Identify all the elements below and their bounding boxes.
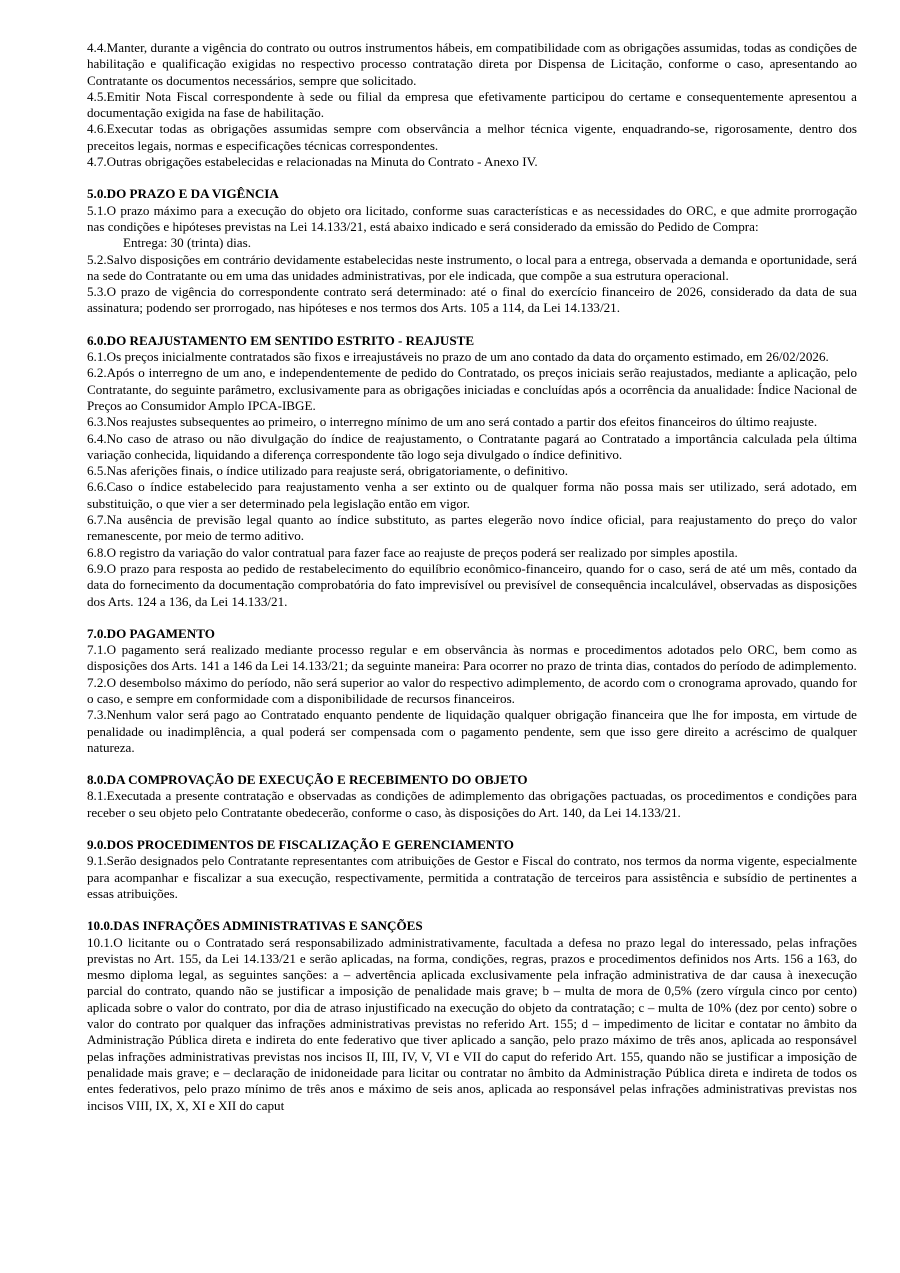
clause-4-5: 4.5.Emitir Nota Fiscal correspondente à sede ou filial da empresa que efetivamente participou do certame e consequentemente apresentou a documentação exigida na fase de habilitação. (87, 88, 857, 121)
clause-5-3: 5.3.O prazo de vigência do correspondente contrato será determinado: até o final do exercício financeiro de 2026, considerado da data de sua assinatura; podendo ser prorrogado, nas hipóteses e nos termos dos Arts. 105 a 114, da Lei 14.133/21. (87, 284, 857, 316)
clause-7-3: 7.3.Nenhum valor será pago ao Contratado enquanto pendente de liquidação qualquer obrigação financeira que lhe for imposta, em virtude de penalidade ou inadimplência, a qual poderá ser compensada com o pagamento pendente, sem que isso gere direito a acréscimo de qualquer natureza. (87, 707, 857, 755)
clause-9-1: 9.1.Serão designados pelo Contratante representantes com atribuições de Gestor e Fiscal do contrato, nos termos da norma vigente, especialmente para acompanhar e fiscalizar a sua execução, respectivamente, permitida a contratação de terceiros para assistência e subsídio de pertinentes a essas atribuições. (87, 853, 857, 901)
delivery-term: Entrega: 30 (trinta) dias. (123, 235, 251, 251)
section-10-heading: 10.0.DAS INFRAÇÕES ADMINISTRATIVAS E SANÇÕES (87, 918, 423, 934)
clause-6-2: 6.2.Após o interregno de um ano, e independentemente de pedido do Contratado, os preços iniciais serão reajustados, mediante a aplicação, pelo Contratante, do seguinte parâmetro, exclusivamente para as obrigações iniciadas e concluídas após a ocorrência da anualidade: Índice Nacional de Preços ao Consumidor Amplo IPCA-IBGE. (87, 365, 857, 413)
section-7-heading: 7.0.DO PAGAMENTO (87, 625, 215, 641)
clause-10-1: 10.1.O licitante ou o Contratado será responsabilizado administrativamente, facultada a defesa no prazo legal do interessado, pelas infrações previstas no Art. 155, da Lei 14.133/21 e serão aplicadas, na forma, condições, regras, prazos e procedimentos definidos nos Arts. 156 a 163, do mesmo diploma legal, as seguintes sanções: a – advertência aplicada exclusivamente pela infração administrativa de dar causa à inexecução parcial do contrato, quando não se justificar a imposição de penalidade mais grave; b – multa de mora de 0,5% (zero vírgula cinco por cento) aplicada sobre o valor do contrato, por dia de atraso injustificado na execução do objeto da contratação; c – multa de 10% (dez por cento) sobre o valor do contrato por qualquer das infrações administrativas previstas no referido Art. 155; d – impedimento de licitar e contatar no âmbito da Administração Pública direta e indireta do ente federativo que tiver aplicado a sanção, pelo prazo máximo de três anos, aplicada ao responsável pelas infrações administrativas previstas nos incisos II, III, IV, V, VI e VII do caput do referido Art. 155, quando não se justificar a imposição de penalidade mais grave; e – declaração de inidoneidade para licitar ou contratar no âmbito da Administração Pública direta e indireta de todos os entes federativos, pelo prazo mínimo de três anos e máximo de seis anos, aplicada ao responsável pelas infrações administrativas previstas nos incisos VIII, IX, X, XI e XII do caput (87, 934, 857, 1113)
clause-6-7: 6.7.Na ausência de previsão legal quanto ao índice substituto, as partes elegerão novo índice oficial, para reajustamento do preço do valor remanescente, por meio de termo aditivo. (87, 512, 857, 544)
clause-6-9: 6.9.O prazo para resposta ao pedido de restabelecimento do equilíbrio econômico-financeiro, quando for o caso, será de até um mês, contado da data do fornecimento da documentação comprobatória do fato imprevisível ou previsível de consequência incalculável, observadas as disposições dos Arts. 124 a 136, da Lei 14.133/21. (87, 560, 857, 609)
section-9-heading: 9.0.DOS PROCEDIMENTOS DE FISCALIZAÇÃO E GERENCIAMENTO (87, 837, 514, 853)
clause-7-2: 7.2.O desembolso máximo do período, não será superior ao valor do respectivo adimplemento, de acordo com o cronograma aprovado, quando for o caso, e sempre em conformidade com a disponibilidade de recursos financeiros. (87, 674, 857, 706)
clause-5-2: 5.2.Salvo disposições em contrário devidamente estabelecidas neste instrumento, o local para a entrega, observada a demanda e oportunidade, será na sede do Contratante ou em uma das unidades administrativas, por ele indicada, que compõe a sua estrutura operacional. (87, 251, 857, 283)
clause-7-1: 7.1.O pagamento será realizado mediante processo regular e em observância às normas e procedimentos adotados pelo ORC, bem como as disposições dos Arts. 141 a 146 da Lei 14.133/21; da seguinte maneira: Para ocorrer no prazo de trinta dias, contados do período de adimplemento. (87, 642, 857, 674)
section-8-heading: 8.0.DA COMPROVAÇÃO DE EXECUÇÃO E RECEBIMENTO DO OBJETO (87, 772, 528, 788)
clause-6-4: 6.4.No caso de atraso ou não divulgação do índice de reajustamento, o Contratante pagará ao Contratado a importância calculada pela última variação conhecida, liquidando a diferença correspondente tão logo seja divulgado o índice definitivo. (87, 430, 857, 462)
clause-4-6: 4.6.Executar todas as obrigações assumidas sempre com observância a melhor técnica vigente, enquadrando-se, rigorosamente, dentro dos preceitos legais, normas e especificações técnicas correspondentes. (87, 121, 857, 153)
clause-6-6: 6.6.Caso o índice estabelecido para reajustamento venha a ser extinto ou de qualquer forma não possa mais ser utilizado, será adotado, em substituição, o que vier a ser determinado pela legislação então em vigor. (87, 479, 857, 511)
clause-6-3: 6.3.Nos reajustes subsequentes ao primeiro, o interregno mínimo de um ano será contado a partir dos efeitos financeiros do último reajuste. (87, 414, 818, 430)
clause-4-7: 4.7.Outras obrigações estabelecidas e relacionadas na Minuta do Contrato - Anexo IV. (87, 154, 538, 170)
section-5-heading: 5.0.DO PRAZO E DA VIGÊNCIA (87, 186, 279, 202)
clause-6-8: 6.8.O registro da variação do valor contratual para fazer face ao reajuste de preços poderá ser realizado por simples apostila. (87, 544, 738, 560)
clause-6-1: 6.1.Os preços inicialmente contratados são fixos e irreajustáveis no prazo de um ano contado da data do orçamento estimado, em 26/02/2026. (87, 349, 829, 365)
section-6-heading: 6.0.DO REAJUSTAMENTO EM SENTIDO ESTRITO - REAJUSTE (87, 332, 475, 348)
clause-6-5: 6.5.Nas aferições finais, o índice utilizado para reajuste será, obrigatoriamente, o definitivo. (87, 463, 569, 479)
clause-5-1: 5.1.O prazo máximo para a execução do objeto ora licitado, conforme suas características e as necessidades do ORC, e que admite prorrogação nas condições e hipóteses previstas na Lei 14.133/21, está abaixo indicado e será considerado da emissão do Pedido de Compra: (87, 202, 857, 234)
document-page (87, 40, 857, 1114)
clause-4-4: 4.4.Manter, durante a vigência do contrato ou outros instrumentos hábeis, em compatibilidade com as obrigações assumidas, todas as condições de habilitação e qualificação exigidas no respectivo processo contratação direta por Dispensa de Licitação, conforme o caso, apresentando ao Contratante os documentos necessários, sempre que solicitado. (87, 40, 857, 88)
clause-8-1: 8.1.Executada a presente contratação e observadas as condições de adimplemento das obrigações pactuadas, os procedimentos e condições para receber o seu objeto pelo Contratante obedecerão, conforme o caso, às disposições do Art. 140, da Lei 14.133/21. (87, 788, 857, 820)
